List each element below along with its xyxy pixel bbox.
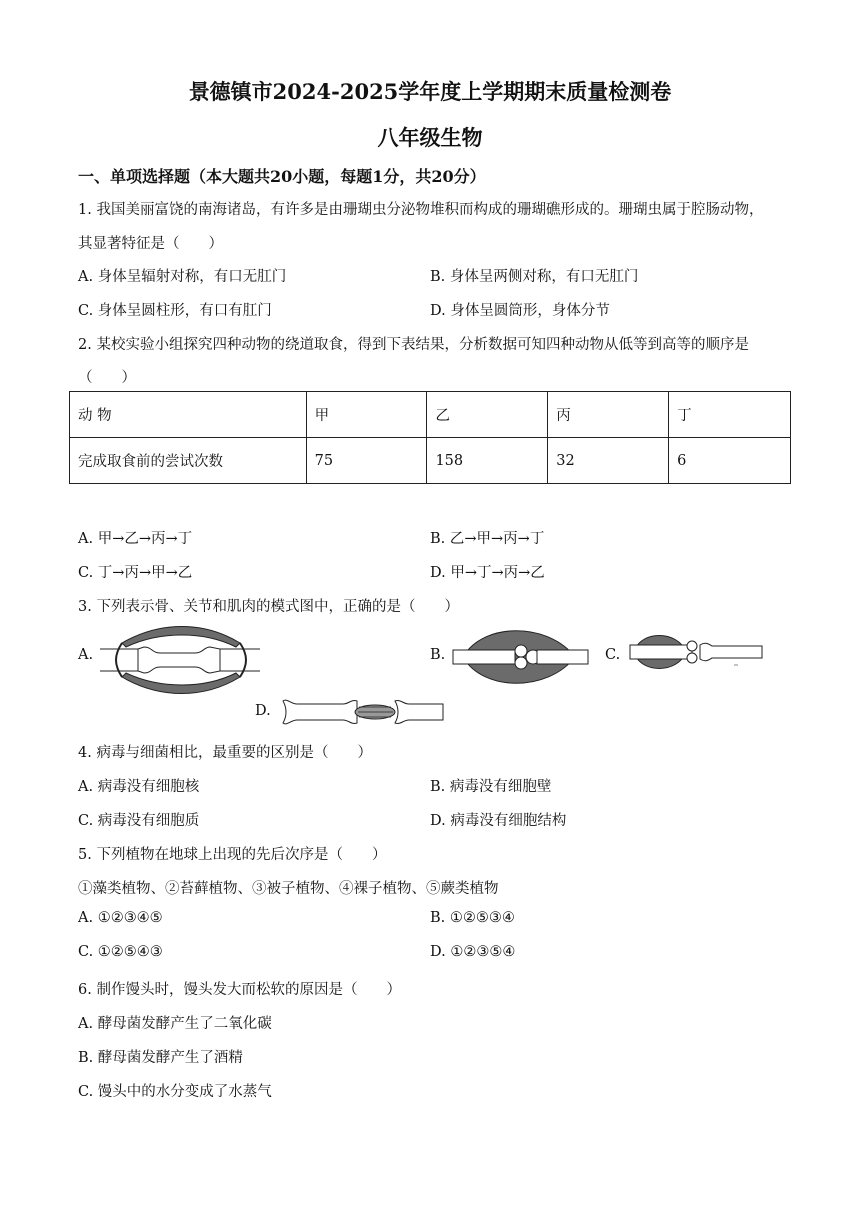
q1-stem-line2: 其显著特征是（ ） (78, 236, 223, 252)
q5-stem: 5. 下列植物在地球上出现的先后次序是（ ） (78, 847, 387, 863)
table-cell: 完成取食前的尝试次数 (70, 438, 307, 484)
table-cell: 丙 (548, 392, 669, 438)
q1-option-b: B. 身体呈两侧对称，有口无肛门 (430, 269, 639, 285)
table-row (70, 438, 791, 484)
q2-option-d: D. 甲→丁→丙→乙 (430, 565, 545, 581)
q3-figure-a (100, 625, 260, 695)
q4-option-d: D. 病毒没有细胞结构 (430, 813, 567, 829)
q6-option-c: C. 馒头中的水分变成了水蒸气 (78, 1084, 272, 1100)
q3-figure-b (453, 622, 588, 692)
q6-option-a: A. 酵母菌发酵产生了二氧化碳 (78, 1016, 272, 1032)
page-subtitle: 八年级生物 (377, 125, 483, 150)
q2-option-a: A. 甲→乙→丙→丁 (78, 531, 193, 547)
table-header-row (70, 392, 791, 438)
q1-option-c: C. 身体呈圆柱形，有口有肛门 (78, 303, 272, 319)
q3-option-c: C. (605, 647, 621, 663)
q1-stem-line1: 1. 我国美丽富饶的南海诸岛，有许多是由珊瑚虫分泌物堆积而构成的珊瑚礁形成的。珊瑚虫属于腔肠动物， (78, 202, 764, 218)
q5-option-a: A. ①②③④⑤ (78, 910, 163, 926)
table-cell: 甲 (306, 392, 427, 438)
q2-stem-line1: 2. 某校实验小组探究四种动物的绕道取食，得到下表结果，分析数据可知四种动物从低等到高等的顺序是 (78, 337, 749, 353)
table-cell: 乙 (427, 392, 548, 438)
q3-option-a: A. (78, 647, 94, 663)
q5-option-d: D. ①②③⑤④ (430, 944, 516, 960)
q2-data-table (69, 391, 791, 484)
q5-option-c: C. ①②⑤④③ (78, 944, 163, 960)
q1-option-a: A. 身体呈辐射对称，有口无肛门 (78, 269, 287, 285)
q6-option-b: B. 酵母菌发酵产生了酒精 (78, 1050, 243, 1066)
q5-items: ①藻类植物、②苔藓植物、③被子植物、④裸子植物、⑤蕨类植物 (78, 881, 499, 897)
q4-option-a: A. 病毒没有细胞核 (78, 779, 200, 795)
q2-option-c: C. 丁→丙→甲→乙 (78, 565, 193, 581)
table-cell: 32 (548, 438, 669, 484)
table-cell: 158 (427, 438, 548, 484)
section-heading: 一、单项选择题（本大题共20小题，每题1分，共20分） (78, 167, 486, 186)
q6-stem: 6. 制作馒头时，馒头发大而松软的原因是（ ） (78, 982, 401, 998)
q4-option-b: B. 病毒没有细胞壁 (430, 779, 552, 795)
q2-option-b: B. 乙→甲→丙→丁 (430, 531, 545, 547)
table-cell: 75 (306, 438, 427, 484)
q2-stem-line2: （ ） (78, 370, 136, 386)
q5-option-b: B. ①②⑤③④ (430, 910, 515, 926)
page-title: 景德镇市2024-2025学年度上学期期末质量检测卷 (188, 79, 672, 104)
q4-stem: 4. 病毒与细菌相比，最重要的区别是（ ） (78, 745, 372, 761)
q3-figure-d (283, 698, 443, 726)
q3-option-d: D. (255, 703, 271, 719)
q3-figure-c (630, 628, 762, 676)
table-cell: 丁 (669, 392, 791, 438)
q1-option-d: D. 身体呈圆筒形，身体分节 (430, 303, 610, 319)
q3-option-b: B. (430, 647, 446, 663)
q4-option-c: C. 病毒没有细胞质 (78, 813, 200, 829)
table-cell: 动 物 (70, 392, 307, 438)
q3-stem: 3. 下列表示骨、关节和肌肉的模式图中，正确的是（ ） (78, 599, 459, 615)
table-cell: 6 (669, 438, 791, 484)
